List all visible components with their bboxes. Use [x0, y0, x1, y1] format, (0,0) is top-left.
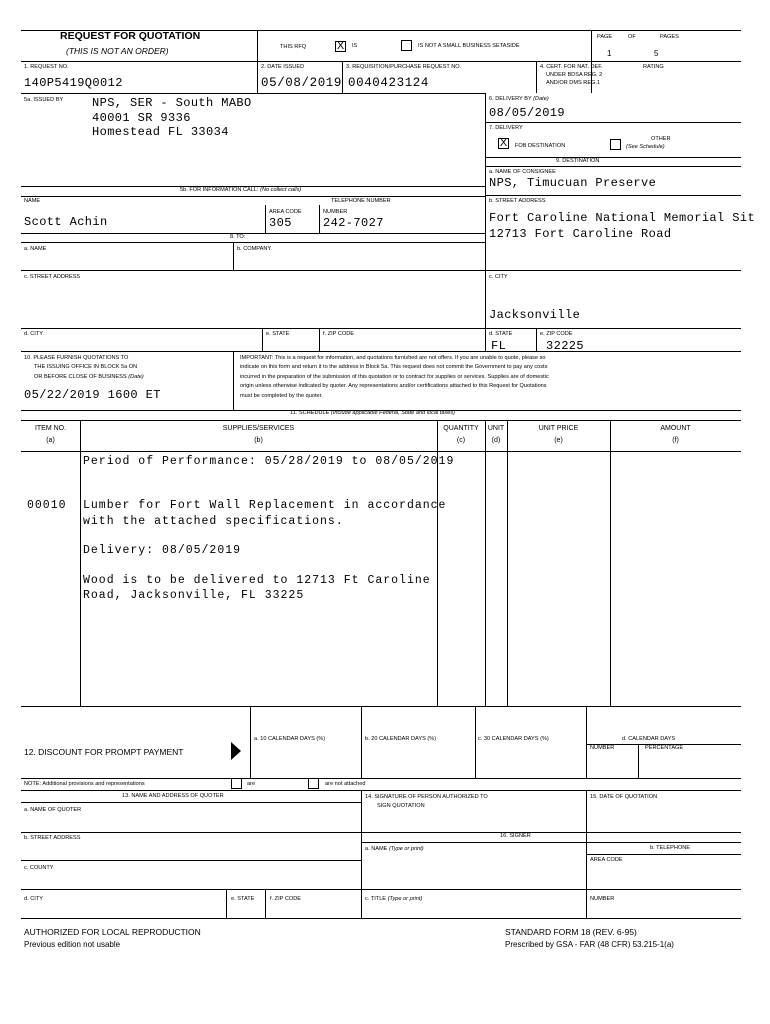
period-of-performance: Period of Performance: 05/28/2019 to 08/05/2019: [83, 455, 455, 468]
is-setaside-checkbox[interactable]: [335, 41, 346, 52]
col-price-header: UNIT PRICE: [538, 425, 579, 432]
note-label: NOTE: Additional provisions and representations: [24, 781, 145, 787]
important-line-4: origin unless otherwise indicated by quoter. Any representations and/or certifications attached to this Request for Quotations: [240, 383, 547, 389]
schedule-label: 11. SCHEDULE (Include applicable Federal, State and local taxes): [290, 410, 456, 416]
signer-label: 16. SIGNER: [500, 833, 531, 839]
dest-city-label: c. CITY: [489, 274, 508, 280]
col-supplies-sub: (b): [254, 437, 263, 444]
signer-number-label: NUMBER: [590, 896, 615, 902]
rule: [21, 242, 485, 243]
dest-city-value: Jacksonville: [489, 308, 581, 322]
rule: [485, 93, 486, 351]
delivery-by-label: 6. DELIVERY BY (Date): [489, 96, 549, 102]
issued-by-line-2: 40001 SR 9336: [92, 111, 191, 125]
item-delivery-date: Delivery: 08/05/2019: [83, 544, 242, 557]
signer-title-label: c. TITLE (Type or print): [365, 896, 423, 902]
other-delivery-checkbox[interactable]: [610, 139, 621, 150]
arrow-right-icon: [231, 742, 241, 760]
rule: [342, 61, 343, 93]
rule: [21, 270, 741, 271]
to-company-label: b. COMPANY: [237, 246, 272, 252]
of-label: OF: [628, 34, 636, 40]
quoter-city-label: d. CITY: [24, 896, 43, 902]
delivery-label: 7. DELIVERY: [489, 125, 523, 131]
col-item-sub: (a): [46, 437, 55, 444]
rule: [319, 328, 320, 351]
see-schedule-label: (See Schedule): [626, 144, 665, 150]
rule: [361, 842, 741, 843]
requisition-value: 0040423124: [348, 76, 430, 90]
rule: [262, 328, 263, 351]
quoter-address-label: 13. NAME AND ADDRESS OF QUOTER: [122, 793, 224, 799]
col-price-sub: (e): [554, 437, 563, 444]
are-not-label: are not attached: [325, 781, 366, 787]
quoter-county-label: c. COUNTY: [24, 865, 54, 871]
col-item-header: ITEM NO.: [34, 425, 67, 432]
request-no-label: 1. REQUEST NO.: [24, 64, 69, 70]
signer-name-label: a. NAME (Type or print): [365, 846, 424, 852]
name-label: NAME: [24, 198, 41, 204]
rule: [21, 802, 361, 803]
is-not-label: IS NOT A SMALL BUSINESS SETASIDE: [418, 43, 520, 49]
form-subtitle: (THIS IS NOT AN ORDER): [66, 46, 169, 56]
date-issued-value: 05/08/2019: [261, 76, 343, 90]
pages-value: 5: [654, 49, 659, 58]
issued-by-line-1: NPS, SER - South MABO: [92, 96, 252, 110]
rule: [21, 351, 741, 352]
rule: [610, 420, 611, 706]
footer-form-number: STANDARD FORM 18 (REV. 6-95): [505, 927, 637, 937]
quoter-state-label: e. STATE: [231, 896, 255, 902]
dest-state-value: FL: [491, 339, 507, 353]
rule: [233, 242, 234, 270]
page-value: 1: [607, 49, 612, 58]
rule: [21, 790, 741, 791]
rule: [586, 854, 741, 855]
to-label: 8. TO:: [230, 234, 246, 240]
rule: [638, 744, 639, 778]
fob-destination-checkbox[interactable]: [498, 138, 509, 149]
col-amount-sub: (f): [672, 437, 679, 444]
signer-telephone-label: b. TELEPHONE: [650, 845, 691, 851]
discount-percentage-label: PERCENTAGE: [645, 745, 684, 751]
form-title: REQUEST FOR QUOTATION: [60, 30, 201, 42]
dest-state-label: d. STATE: [489, 331, 513, 337]
col-unit-sub: (d): [491, 437, 501, 444]
to-name-label: a. NAME: [24, 246, 47, 252]
furnish-label-3: OR BEFORE CLOSE OF BUSINESS (Date): [34, 374, 144, 380]
rule: [21, 93, 485, 94]
fob-destination-label: FOB DESTINATION: [515, 143, 566, 149]
other-label: OTHER: [651, 136, 671, 142]
rule: [21, 860, 361, 861]
phone-number-value: 242-7027: [323, 216, 384, 230]
dest-zip-value: 32225: [546, 339, 585, 353]
rule: [257, 30, 258, 93]
rule: [475, 706, 476, 778]
cert-label-1: 4. CERT. FOR NAT. DEF.: [540, 64, 603, 70]
rule: [265, 889, 266, 918]
requisition-label: 3. REQUISITION/PURCHASE REQUEST NO.: [346, 64, 462, 70]
rule: [21, 328, 741, 329]
contact-name: Scott Achin: [24, 215, 108, 229]
rule: [536, 61, 537, 93]
rule: [485, 420, 486, 706]
consignee-label: a. NAME OF CONSIGNEE: [489, 169, 556, 175]
area-code-label: AREA CODE: [269, 209, 302, 215]
rule: [21, 61, 741, 62]
pages-label: PAGES: [660, 34, 679, 40]
rule: [21, 196, 485, 197]
number-label: NUMBER: [323, 209, 348, 215]
issued-by-label: 5a. ISSUED BY: [24, 97, 64, 103]
discount-calendar-label: d. CALENDAR DAYS: [622, 736, 676, 742]
quote-due-value: 05/22/2019 1600 ET: [24, 388, 161, 402]
rule: [21, 451, 741, 452]
item-number: 00010: [27, 499, 67, 512]
quoter-street-label: b. STREET ADDRESS: [24, 835, 81, 841]
info-call-label: 5b. FOR INFORMATION CALL: (No collect calls): [180, 187, 302, 193]
cert-label-2: UNDER BDSA REG. 2: [546, 72, 603, 78]
rule: [586, 790, 587, 918]
signer-area-code-label: AREA CODE: [590, 857, 623, 863]
footer-prescribed-by: Prescribed by GSA - FAR (48 CFR) 53.215-1(a): [505, 940, 674, 949]
dest-street-label: b. STREET ADDRESS: [489, 198, 546, 204]
col-supplies-header: SUPPLIES/SERVICES: [222, 425, 295, 432]
discount-number-label: NUMBER: [590, 745, 615, 751]
to-zip-label: f. ZIP CODE: [323, 331, 354, 337]
furnish-label-1: 10. PLEASE FURNISH QUOTATIONS TO: [24, 355, 129, 361]
item-delivery-line-1: Wood is to be delivered to 12713 Ft Caroline: [83, 574, 431, 587]
col-amount-header: AMOUNT: [660, 425, 691, 432]
rule: [21, 706, 741, 707]
item-description-line-1: Lumber for Fort Wall Replacement in accordance: [83, 499, 447, 512]
discount-20-label: b. 20 CALENDAR DAYS (%): [365, 736, 437, 742]
cert-label-3: AND/OR DMS REG.1: [546, 80, 601, 86]
check-mark: X: [499, 137, 508, 149]
dest-zip-label: e. ZIP CODE: [540, 331, 573, 337]
item-delivery-line-2: Road, Jacksonville, FL 33225: [83, 589, 305, 602]
discount-10-label: a. 10 CALENDAR DAYS (%): [254, 736, 326, 742]
rule: [21, 778, 741, 779]
are-attached-checkbox[interactable]: [231, 778, 242, 789]
consignee-value: NPS, Timucuan Preserve: [489, 176, 657, 190]
rule: [250, 706, 251, 778]
rule: [80, 420, 81, 706]
telephone-label: TELEPHONE NUMBER: [331, 198, 391, 204]
are-label: are: [247, 781, 256, 787]
rule: [586, 706, 587, 778]
rule: [233, 351, 234, 410]
rule: [485, 166, 741, 167]
important-line-2: indicate on this form and return it to the address in Block 5a. This request does not commit the Government to pay any costs: [240, 364, 548, 370]
quoter-zip-label: f. ZIP CODE: [270, 896, 301, 902]
dest-street-line-2: 12713 Fort Caroline Road: [489, 227, 672, 241]
rule: [507, 420, 508, 706]
rule: [485, 157, 741, 158]
col-qty-header: QUANTITY: [443, 425, 479, 432]
col-unit-header: UNIT: [487, 425, 505, 432]
delivery-by-value: 08/05/2019: [489, 106, 566, 120]
rule: [21, 918, 741, 919]
to-city-label: d. CITY: [24, 331, 43, 337]
rule: [21, 832, 741, 833]
rule: [21, 233, 485, 234]
footer-previous-edition: Previous edition not usable: [24, 940, 121, 949]
item-description-line-2: with the attached specifications.: [83, 515, 344, 528]
rule: [21, 420, 741, 421]
rule: [265, 205, 266, 233]
rfq-label: THIS RFQ: [280, 44, 307, 50]
quotation-date-label: 15. DATE OF QUOTATION: [590, 794, 658, 800]
to-street-label: c. STREET ADDRESS: [24, 274, 81, 280]
is-label: IS: [352, 43, 358, 49]
date-issued-label: 2. DATE ISSUED: [261, 64, 305, 70]
rule: [226, 889, 227, 918]
rule: [319, 205, 320, 233]
col-qty-sub: (c): [456, 437, 466, 444]
dest-street-line-1: Fort Caroline National Memorial Sit: [489, 211, 756, 225]
signature-label-1: 14. SIGNATURE OF PERSON AUTHORIZED TO: [365, 794, 488, 800]
furnish-label-2: THE ISSUING OFFICE IN BLOCK 5a ON: [34, 364, 138, 370]
issued-by-line-3: Homestead FL 33034: [92, 125, 229, 139]
rule: [361, 790, 362, 918]
rating-label: RATING: [643, 64, 664, 70]
rule: [485, 122, 741, 123]
signature-label-2: SIGN QUOTATION: [377, 803, 425, 809]
discount-label: 12. DISCOUNT FOR PROMPT PAYMENT: [24, 747, 184, 757]
rule: [485, 195, 741, 196]
to-state-label: e. STATE: [266, 331, 290, 337]
destination-label: 9. DESTINATION: [556, 158, 600, 164]
quoter-name-label: a. NAME OF QUOTER: [24, 807, 82, 813]
important-line-1: IMPORTANT: This is a request for information, and quotations furnished are not offers. If you are unable to quote, please so: [240, 355, 546, 361]
are-not-attached-checkbox[interactable]: [308, 778, 319, 789]
area-code-value: 305: [269, 216, 292, 230]
rule: [361, 706, 362, 778]
is-not-setaside-checkbox[interactable]: [401, 40, 412, 51]
check-mark: X: [336, 40, 345, 52]
discount-30-label: c. 30 CALENDAR DAYS (%): [478, 736, 549, 742]
footer-reproduction: AUTHORIZED FOR LOCAL REPRODUCTION: [24, 927, 201, 937]
page-label: PAGE: [597, 34, 613, 40]
important-line-5: must be completed by the quoter.: [240, 393, 323, 399]
rule: [536, 328, 537, 351]
request-no-value: 140P5419Q0012: [24, 76, 123, 90]
important-line-3: incurred in the preparation of the submission of this quotation or to contract for supplies or services. Supplies are of domestic: [240, 374, 549, 380]
rule: [21, 889, 741, 890]
